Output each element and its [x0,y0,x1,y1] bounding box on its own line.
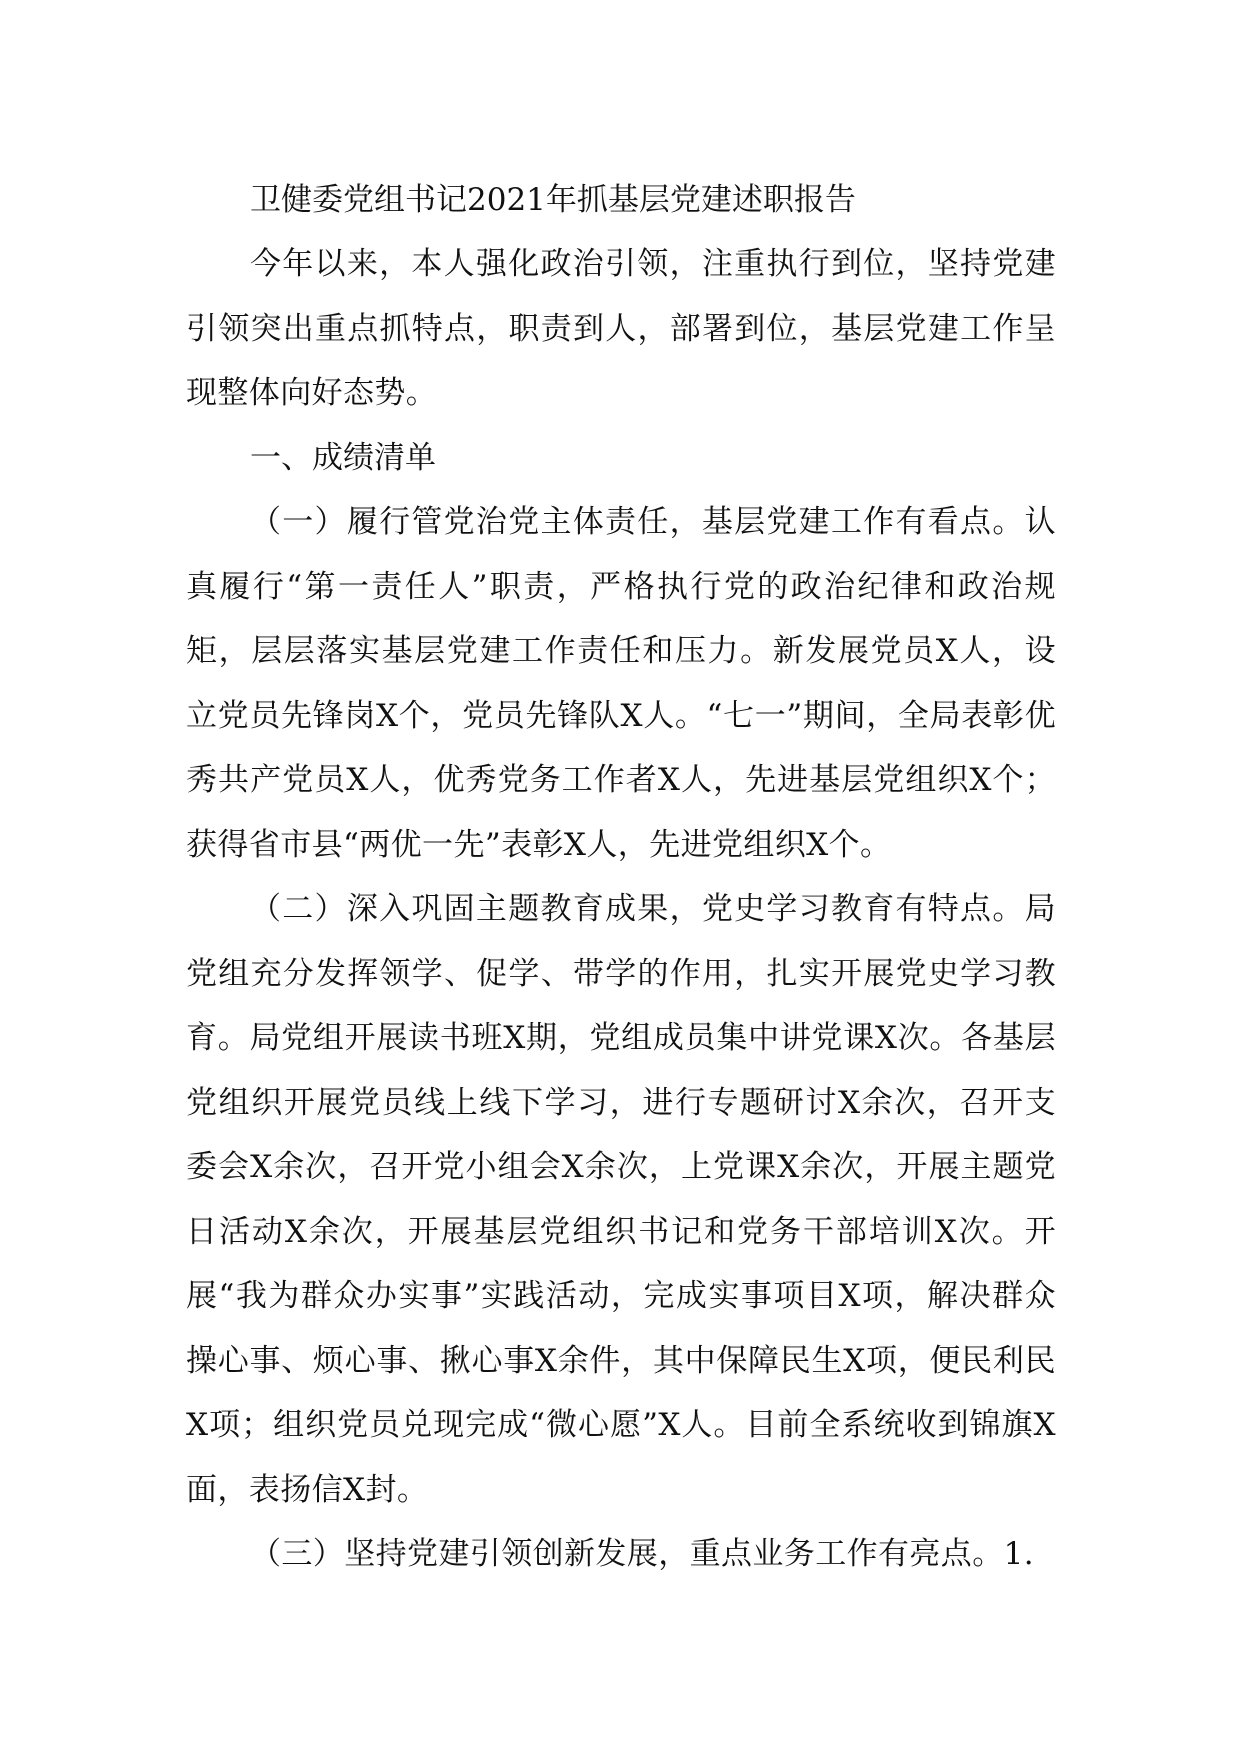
intro-paragraph: 今年以来，本人强化政治引领，注重执行到位，坚持党建引领突出重点抓特点，职责到人，部署到位，基层党建工作呈现整体向好态势。 [186,246,1056,411]
item-2-paragraph: （二）深入巩固主题教育成果，党史学习教育有特点。局党组充分发挥领学、促学、带学的作用，扎实开展党史学习教育。局党组开展读书班X期，党组成员集中讲党课X次。各基层党组织开展党员线上线下学习，进行专题研讨X余次，召开支委会X余次，召开党小组会X余次，上党课X余次，开展主题党日活动X余次，开展基层党组织书记和党务干部培训X次。开展“我为群众办实事”实践活动，完成实事项目X项，解决群众操心事、烦心事、揪心事X余件，其中保障民生X项，便民利民X项；组织党员兑现完成“微心愿”X人。目前全系统收到锦旗X面，表扬信X封。 [186,891,1056,1508]
item-3-paragraph: （三）坚持党建引领创新发展，重点业务工作有亮点。1. [250,1536,1034,1572]
item-1-paragraph: （一）履行管党治党主体责任，基层党建工作有看点。认真履行“第一责任人”职责，严格执行党的政治纪律和政治规矩，层层落实基层党建工作责任和压力。新发展党员X人，设立党员先锋岗X个，党员先锋队X人。“七一”期间，全局表彰优秀共产党员X人，优秀党务工作者X人，先进基层党组织X个；获得省市县“两优一先”表彰X人，先进党组织X个。 [186,504,1056,863]
section-heading: 一、成绩清单 [250,439,436,476]
document-body [186,168,1056,1587]
document-title: 卫健委党组书记2021年抓基层党建述职报告 [250,182,856,218]
